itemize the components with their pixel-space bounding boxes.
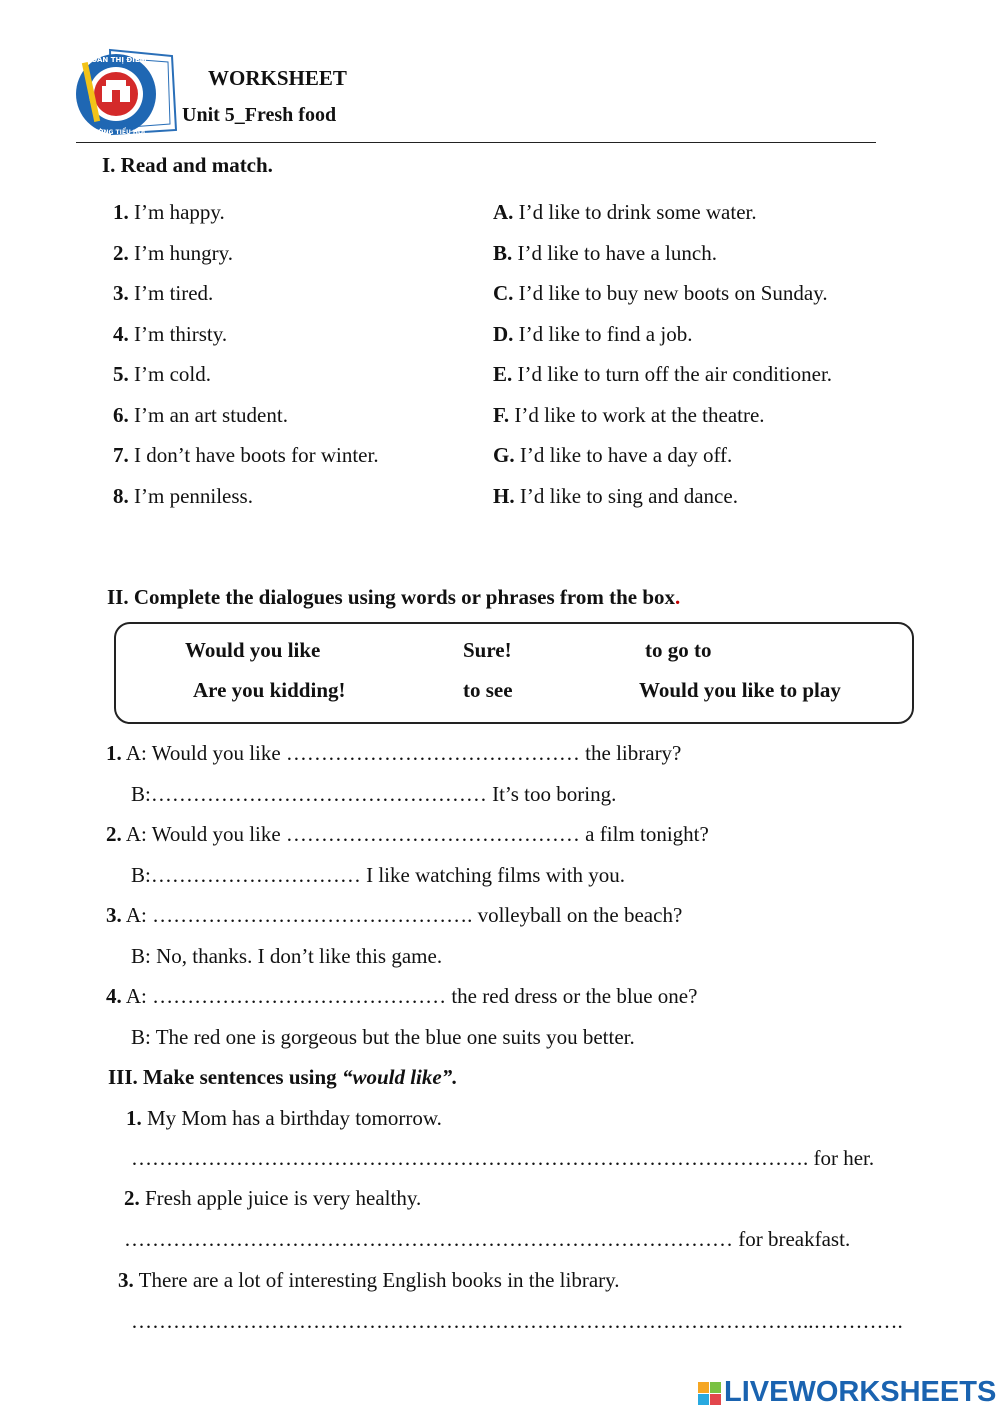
dialogue-line[interactable]: 3. A: ………………………………………. volleyball on the beach? [106,903,683,927]
word-box-item: Sure! [463,638,512,662]
word-box-item: to see [463,678,513,702]
match-left-item[interactable]: 3. I’m tired. [113,281,214,305]
liveworksheets-brand[interactable]: LIVEWORKSHEETS [724,1376,997,1408]
worksheet-title: WORKSHEET [208,66,347,90]
dialogue-line[interactable]: B: The red one is gorgeous but the blue one suits you better. [131,1024,635,1049]
match-right-item[interactable]: G. I’d like to have a day off. [493,443,733,467]
svg-text:ĐOÀN THỊ ĐIỂM: ĐOÀN THỊ ĐIỂM [85,56,147,64]
dialogue-line[interactable]: 1. A: Would you like …………………………………… the library? [106,741,682,765]
header-divider [76,142,876,143]
section2-heading: II. Complete the dialogues using words or phrases from the box. [107,585,681,609]
dialogue-line[interactable]: 4. A: …………………………………… the red dress or the blue one? [106,984,698,1008]
word-box-item: Are you kidding! [193,678,346,702]
match-right-item[interactable]: F. I’d like to work at the theatre. [493,402,765,427]
match-right-item[interactable]: D. I’d like to find a job. [493,321,693,346]
match-left-item[interactable]: 6. I’m an art student. [113,402,288,427]
section3-heading: III. Make sentences using “would like”. [108,1065,458,1089]
match-right-item[interactable]: B. I’d like to have a lunch. [493,240,717,265]
match-left-item[interactable]: 7. I don’t have boots for winter. [113,443,379,467]
match-right-item[interactable]: H. I’d like to sing and dance. [493,483,738,508]
dialogue-line[interactable]: B:………………………… I like watching films with you. [131,862,626,887]
match-left-item[interactable]: 4. I’m thirsty. [113,321,228,346]
word-box-item: to go to [645,638,712,662]
svg-text:TRƯỜNG TIỂU HỌC: TRƯỜNG TIỂU HỌC [84,129,148,136]
sentence-answer-line[interactable]: ……………………………………………………………………………………. for her. [131,1146,875,1170]
unit-subtitle: Unit 5_Fresh food [182,104,337,126]
school-logo [72,46,180,142]
match-left-item[interactable]: 1. I’m happy. [113,200,225,224]
match-right-item[interactable]: A. I’d like to drink some water. [493,200,757,224]
liveworksheets-logo-icon [696,1376,724,1410]
sentence-prompt: 2. Fresh apple juice is very healthy. [124,1186,422,1210]
sentence-answer-line[interactable]: ……………………………………………………………………………………..…………. [131,1309,903,1333]
match-right-item[interactable]: E. I’d like to turn off the air conditioner. [493,362,833,386]
match-left-item[interactable]: 5. I’m cold. [113,362,211,386]
dialogue-line[interactable]: B: No, thanks. I don’t like this game. [131,943,443,968]
word-box-item: Would you like [185,638,321,662]
dialogue-line[interactable]: 2. A: Would you like …………………………………… a film tonight? [106,822,709,846]
dialogue-line[interactable]: B:………………………………………… It’s too boring. [131,781,617,806]
section1-heading: I. Read and match. [102,153,273,177]
word-box-item: Would you like to play [639,678,841,702]
sentence-prompt: 1. My Mom has a birthday tomorrow. [126,1106,442,1130]
sentence-answer-line[interactable]: …………………………………………………………………………… for breakfast. [124,1227,851,1251]
match-right-item[interactable]: C. I’d like to buy new boots on Sunday. [493,281,828,305]
match-left-item[interactable]: 8. I’m penniless. [113,483,253,508]
match-left-item[interactable]: 2. I’m hungry. [113,240,233,265]
sentence-prompt: 3. There are a lot of interesting English books in the library. [118,1268,620,1292]
